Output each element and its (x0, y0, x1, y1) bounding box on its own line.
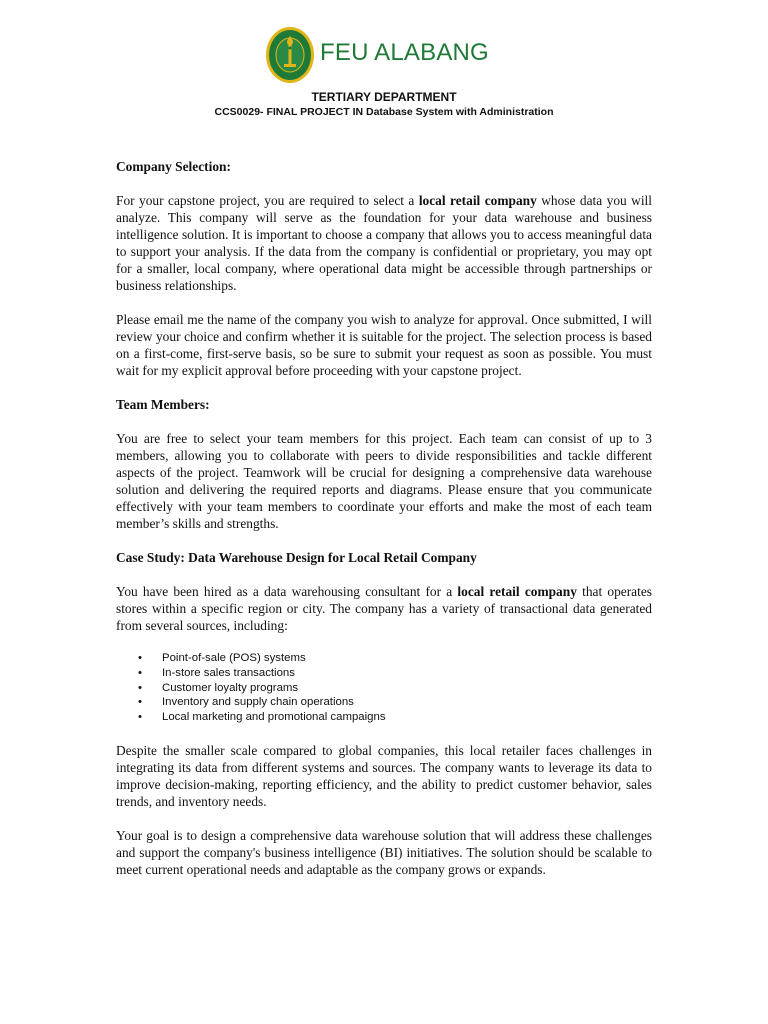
company-selection-paragraph-2: Please email me the name of the company you wish to analyze for approval. Once submitted, I will review your choice and confirm whether it is suitable for the project. The selection process is based on a first-come, first-serve basis, so be sure to submit your request as soon as possible. You must wait for my explicit approval before proceeding with your capstone project. (116, 312, 652, 378)
course-title: CCS0029- FINAL PROJECT IN Database System with Administration (214, 106, 554, 118)
document-body (116, 158, 652, 895)
case-study-paragraph-2: Despite the smaller scale compared to global companies, this local retailer faces challenges in integrating its data from different systems and sources. The company wants to leverage its data to improve decision-making, reporting efficiency, and the ability to predict customer behavior, sales trends, and inventory needs. (116, 742, 652, 809)
list-item: • Inventory and supply chain operations (138, 696, 354, 709)
case-study-paragraph-1: You have been hired as a data warehousing consultant for a local retail company that operates stores within a specific region or city. The company has a variety of transactional data generated from several sources, including: (116, 584, 652, 633)
list-item: • Point-of-sale (POS) systems (138, 652, 306, 664)
team-members-heading: Team Members: (116, 397, 210, 412)
page-header (0, 26, 768, 86)
list-item: • Customer loyalty programs (138, 681, 299, 694)
case-study-heading: Case Study: Data Warehouse Design for Local Retail Company (116, 550, 477, 565)
team-members-paragraph: You are free to select your team members for this project. Each team can consist of up to 3 members, allowing you to collaborate with peers to divide responsibilities and tackle different aspects of the project. Teamwork will be crucial for designing a comprehensive data warehouse solution and delivering the required reports and diagrams. Please ensure that you communicate effectively with your team members to coordinate your efforts and make the most of each team member’s skills and strengths. (116, 431, 652, 531)
list-item: • In-store sales transactions (138, 666, 295, 679)
list-item: • Local marketing and promotional campaigns (138, 711, 386, 724)
data-sources-list (116, 651, 652, 725)
department-title: TERTIARY DEPARTMENT (311, 90, 457, 104)
company-selection-heading: Company Selection: (116, 159, 231, 174)
company-selection-paragraph-1: For your capstone project, you are required to select a local retail company whose data you will analyze. This company will serve as the foundation for your data warehouse and business intelligence solution. It is important to choose a company that allows you to access meaningful data to support your analysis. If the data from the company is confidential or proprietary, you may opt for a smaller, local company, where operational data might be accessible through partnerships or business relationships. (116, 193, 652, 293)
feu-seal-logo (265, 26, 315, 84)
brand-name: FEU ALABANG (320, 39, 489, 66)
case-study-paragraph-3: Your goal is to design a comprehensive data warehouse solution that will address these challenges and support the company's business intelligence (BI) initiatives. The solution should be scalable to meet current operational needs and adaptable as the company grows or expands. (116, 827, 652, 877)
